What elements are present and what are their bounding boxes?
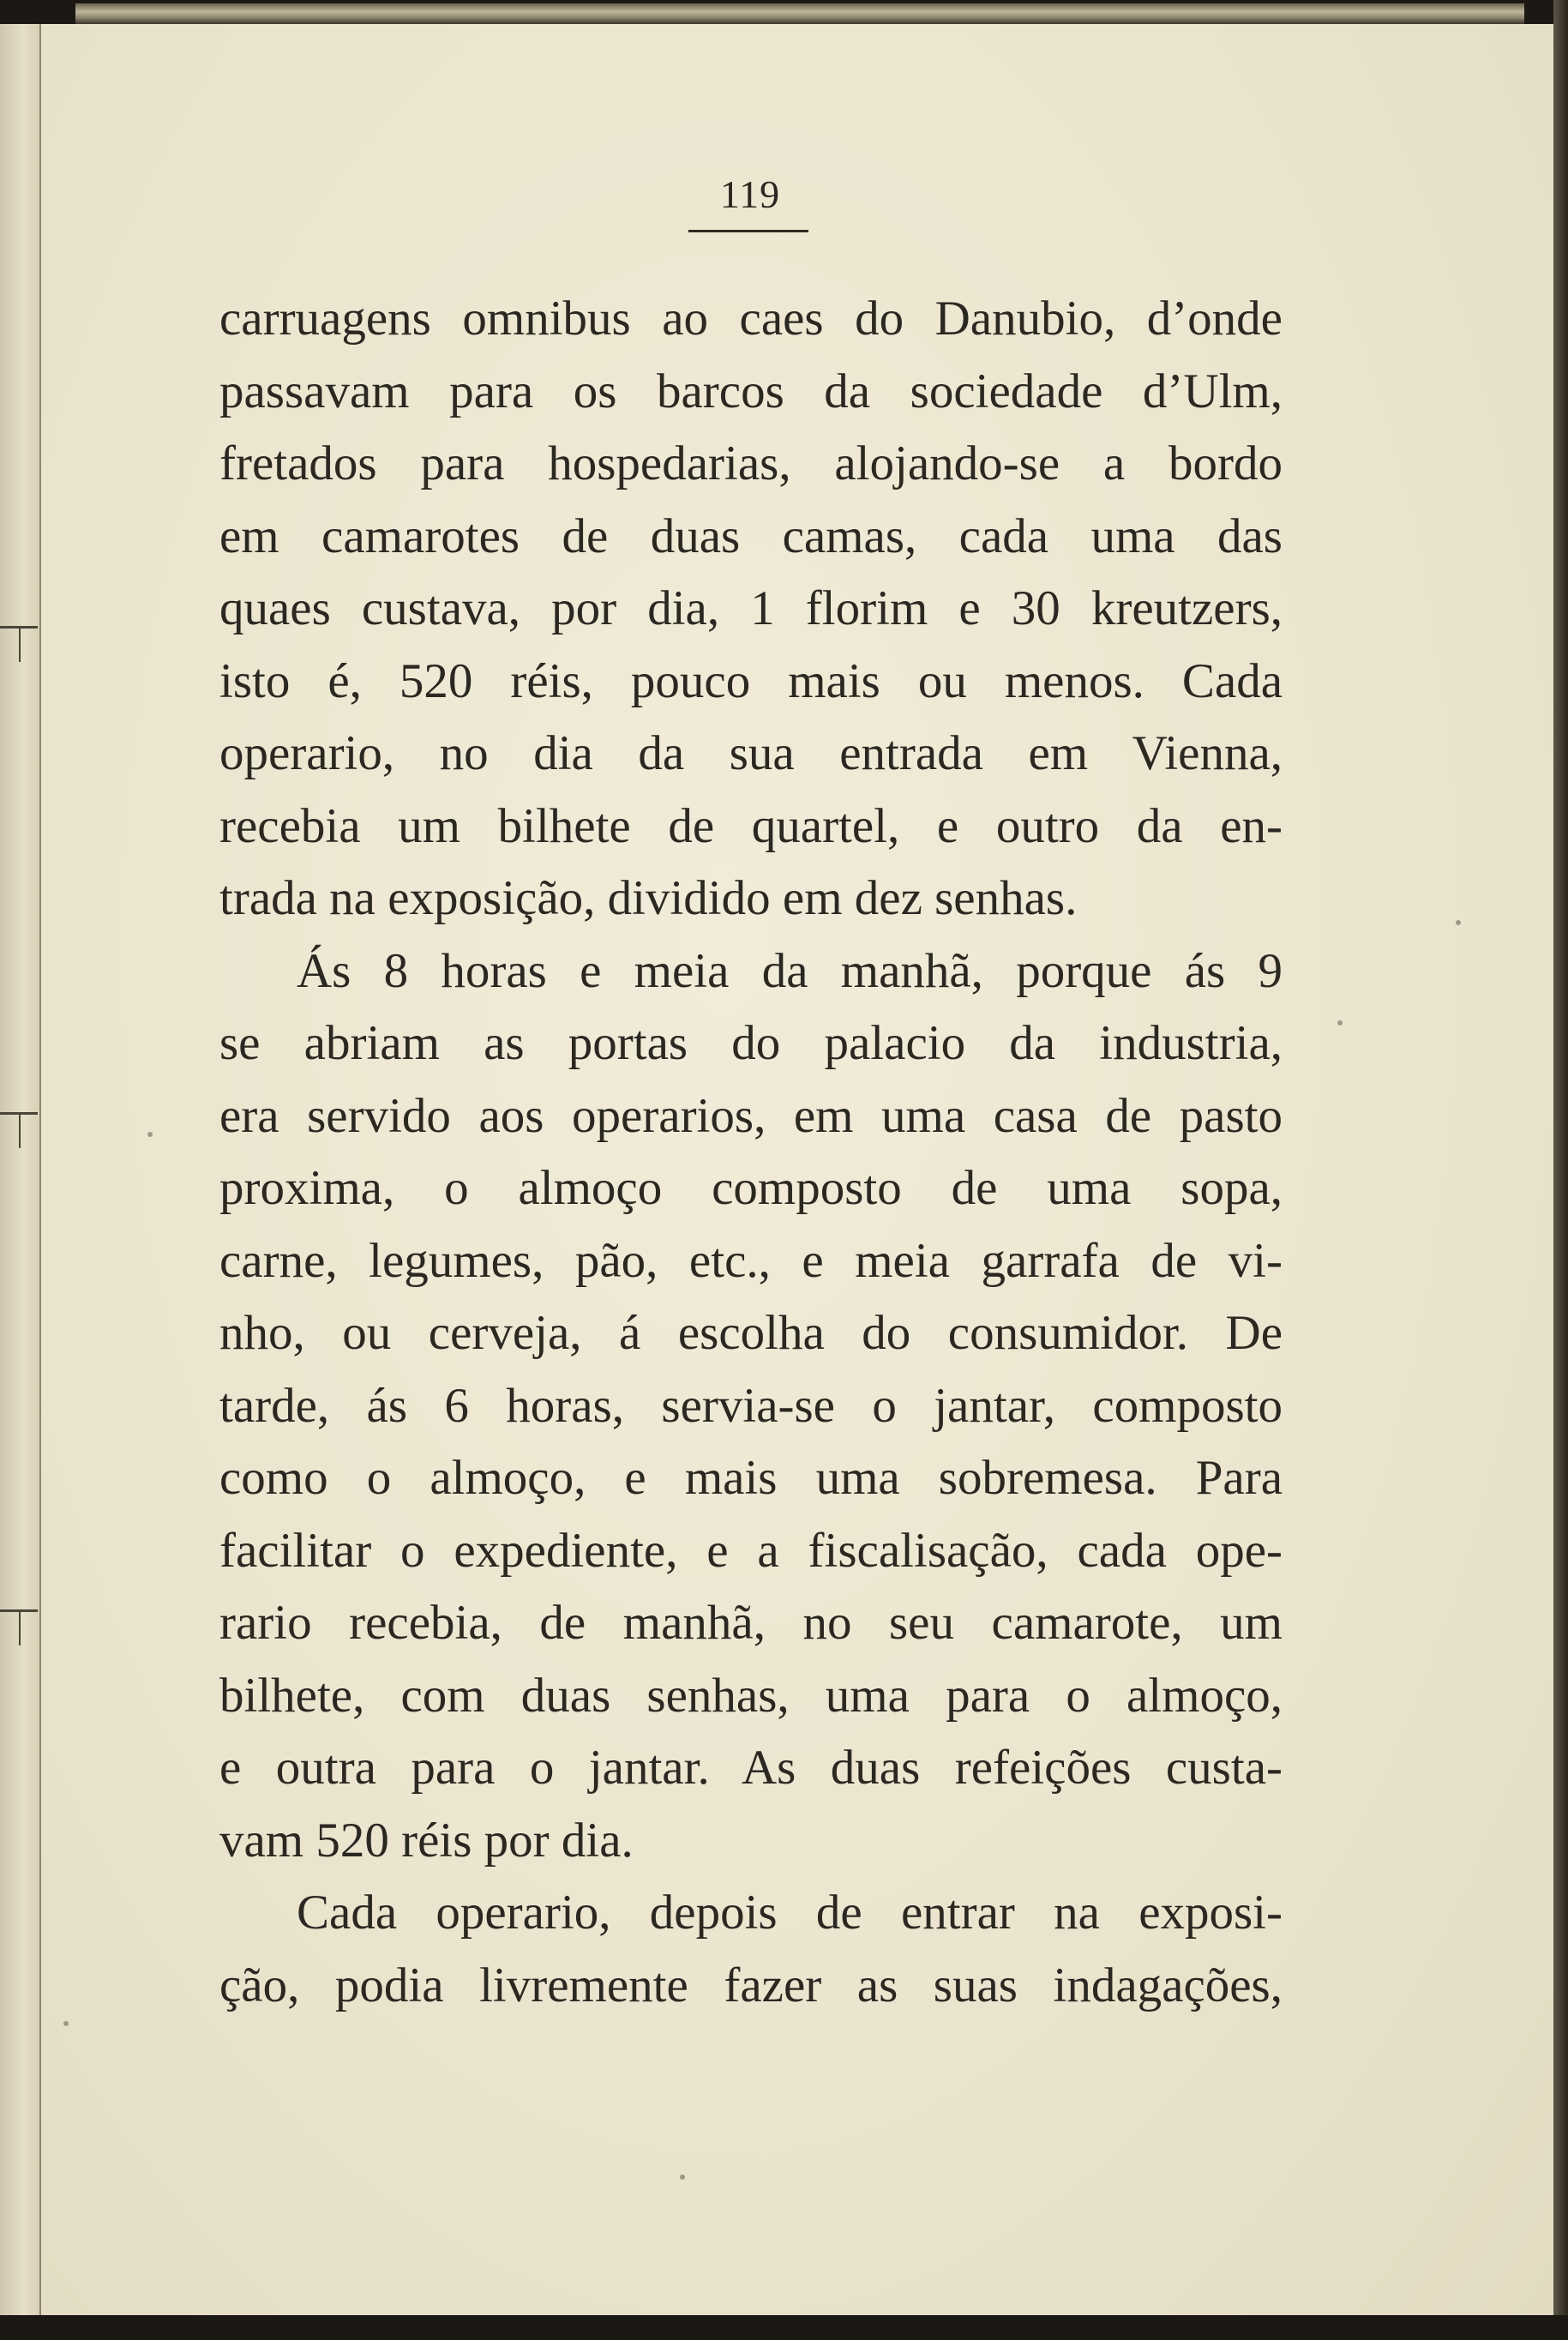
text-line: bilhete, com duas senhas, uma para o almoço, bbox=[219, 1668, 1283, 1723]
text-line: carne, legumes, pão, etc., e meia garrafa de vi- bbox=[219, 1233, 1283, 1288]
paper-speck bbox=[63, 2021, 69, 2026]
scan-border-right bbox=[1553, 0, 1568, 2340]
margin-mark bbox=[19, 1611, 21, 1645]
text-line: tarde, ás 6 horas, servia-se o jantar, composto bbox=[219, 1378, 1283, 1433]
text-line: e outra para o jantar. As duas refeições custa- bbox=[219, 1741, 1283, 1795]
margin-mark bbox=[19, 1114, 21, 1148]
text-line: Cada operario, depois de entrar na exposi- bbox=[297, 1886, 1283, 1940]
page-edges bbox=[75, 3, 1524, 24]
text-line: vam 520 réis por dia. bbox=[219, 1813, 634, 1868]
page-number: 119 bbox=[719, 172, 781, 216]
text-line: se abriam as portas do palacio da industria, bbox=[219, 1016, 1283, 1070]
text-line: rario recebia, de manhã, no seu camarote, um bbox=[219, 1596, 1283, 1650]
text-line: carruagens omnibus ao caes do Danubio, d’onde bbox=[219, 292, 1283, 346]
text-line: Ás 8 horas e meia da manhã, porque ás 9 bbox=[297, 943, 1283, 998]
text-line: trada na exposição, dividido em dez senhas. bbox=[219, 871, 1078, 925]
text-line: quaes custava, por dia, 1 florim e 30 kreutzers, bbox=[219, 581, 1283, 635]
paper-speck bbox=[147, 1132, 153, 1137]
text-line: ção, podia livremente fazer as suas indagações, bbox=[219, 1958, 1283, 2012]
margin-mark bbox=[19, 628, 21, 662]
text-line: fretados para hospedarias, alojando-se a bordo bbox=[219, 436, 1283, 490]
previous-leaf-edge bbox=[0, 24, 41, 2322]
paper-speck bbox=[1456, 920, 1461, 925]
text-line: em camarotes de duas camas, cada uma das bbox=[219, 508, 1283, 563]
text-line: nho, ou cerveja, á escolha do consumidor. De bbox=[219, 1306, 1283, 1360]
text-line: como o almoço, e mais uma sobremesa. Para bbox=[219, 1451, 1283, 1505]
paper-speck bbox=[1337, 1020, 1343, 1026]
paper-speck bbox=[680, 2175, 685, 2180]
text-line: era servido aos operarios, em uma casa de pasto bbox=[219, 1088, 1283, 1143]
text-line: proxima, o almoço composto de uma sopa, bbox=[219, 1161, 1283, 1215]
header-rule bbox=[688, 230, 808, 232]
text-line: operario, no dia da sua entrada em Vienna, bbox=[219, 726, 1283, 780]
scan-border-bottom bbox=[0, 2315, 1568, 2340]
text-line: isto é, 520 réis, pouco mais ou menos. Cada bbox=[219, 653, 1283, 708]
text-line: passavam para os barcos da sociedade d’Ulm, bbox=[219, 364, 1283, 418]
text-line: recebia um bilhete de quartel, e outro da en- bbox=[219, 798, 1283, 853]
text-line: facilitar o expediente, e a fiscalisação, cada ope- bbox=[219, 1523, 1283, 1578]
body-text bbox=[219, 283, 1283, 2022]
